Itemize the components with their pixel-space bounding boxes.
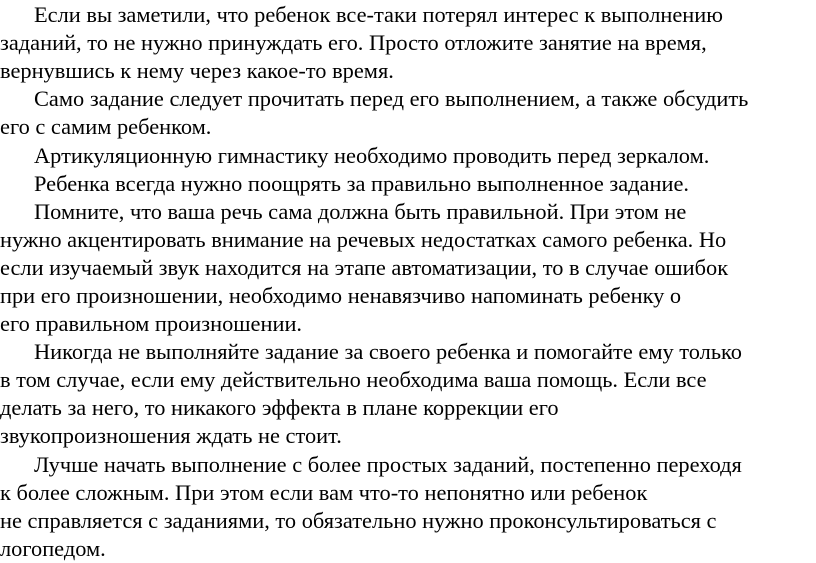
text-line: к более сложным. При этом если вам что-то непонятно или ребенок: [0, 480, 648, 505]
text-line: вернувшись к нему через какое-то время.: [0, 58, 394, 83]
text-line: Ребенка всегда нужно поощрять за правильно выполненное задание.: [34, 171, 689, 196]
text-line: если изучаемый звук находится на этапе автоматизации, то в случае ошибок: [0, 255, 729, 280]
text-line: заданий, то не нужно принуждать его. Просто отложите занятие на время,: [0, 30, 707, 55]
text-line: делать за него, то никакого эффекта в плане коррекции его: [0, 395, 559, 420]
text-line: Если вы заметили, что ребенок все-таки потерял интерес к выполнению: [34, 2, 724, 27]
text-line: в том случае, если ему действительно необходима ваша помощь. Если все: [0, 367, 707, 392]
text-line: не справляется с заданиями, то обязательно нужно проконсультироваться с: [0, 508, 717, 533]
text-line: Само задание следует прочитать перед его выполнением, а также обсудить: [34, 86, 749, 111]
text-line: его правильном произношении.: [0, 311, 303, 336]
text-line: его с самим ребенком.: [0, 114, 212, 139]
text-line: Никогда не выполняйте задание за своего ребенка и помогайте ему только: [34, 339, 742, 364]
text-line: звукопроизношения ждать не стоит.: [0, 423, 342, 448]
text-line: при его произношении, необходимо ненавязчиво напоминать ребенку о: [0, 283, 682, 308]
text-line: Помните, что ваша речь сама должна быть правильной. При этом не: [34, 199, 687, 224]
text-line: Артикуляционную гимнастику необходимо проводить перед зеркалом.: [34, 143, 710, 168]
text-line: нужно акцентировать внимание на речевых недостатках самого ребенка. Но: [0, 227, 727, 252]
text-line: логопедом.: [0, 536, 106, 561]
text-line: Лучше начать выполнение с более простых заданий, постепенно переходя: [34, 452, 742, 477]
